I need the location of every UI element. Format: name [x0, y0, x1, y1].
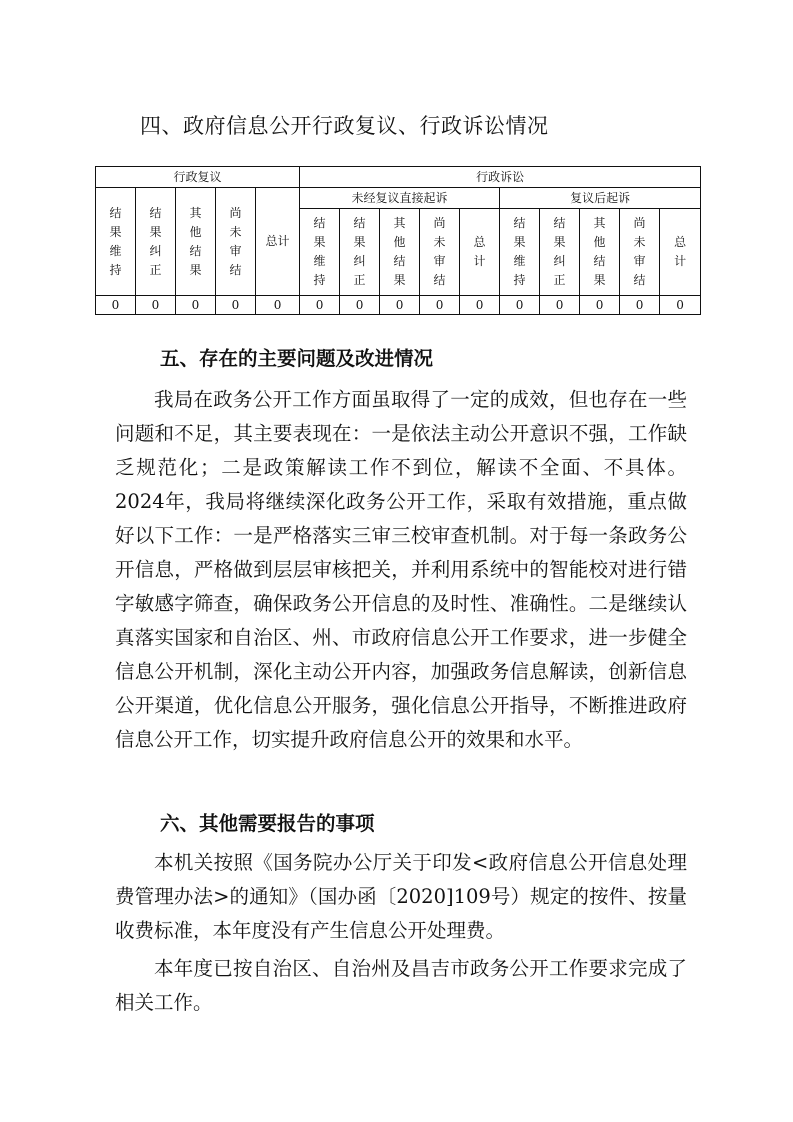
table-cell: 0	[500, 296, 540, 315]
table-cell: 0	[660, 296, 701, 315]
header-admin-litigation: 行政诉讼	[300, 167, 701, 188]
header-after-review-litigation: 复议后起诉	[500, 188, 701, 209]
col-review-pending: 尚未审结	[216, 188, 256, 296]
col-after-total: 总计	[660, 209, 701, 296]
section-6-paragraph-1: 本机关按照《国务院办公厅关于印发<政府信息公开信息处理费管理办法>的通知》（国办函〔2020]109号）规定的按件、按量收费标准，本年度没有产生信息公开处理费。	[115, 851, 687, 942]
table-cell: 0	[96, 296, 136, 315]
table-cell: 0	[176, 296, 216, 315]
review-litigation-table	[95, 166, 701, 315]
col-review-other: 其他结果	[176, 188, 216, 296]
col-direct-total: 总计	[460, 209, 500, 296]
table-cell: 0	[420, 296, 460, 315]
header-admin-review: 行政复议	[96, 167, 300, 188]
col-direct-other: 其他结果	[380, 209, 420, 296]
col-review-corrected: 结果纠正	[136, 188, 176, 296]
col-review-total: 总计	[256, 188, 300, 296]
col-after-pending: 尚未审结	[620, 209, 660, 296]
col-review-upheld: 结果维持	[96, 188, 136, 296]
col-after-upheld: 结果维持	[500, 209, 540, 296]
section-6-title: 六、其他需要报告的事项	[160, 812, 375, 835]
table-cell: 0	[136, 296, 176, 315]
header-direct-litigation: 未经复议直接起诉	[300, 188, 500, 209]
section-5-title: 五、存在的主要问题及改进情况	[160, 347, 434, 370]
section-4-title: 四、政府信息公开行政复议、行政诉讼情况	[140, 114, 549, 138]
table-cell: 0	[340, 296, 380, 315]
table-cell: 0	[380, 296, 420, 315]
table-cell: 0	[620, 296, 660, 315]
section-6-paragraph-2: 本年度已按自治区、自治州及昌吉市政务公开工作要求完成了相关工作。	[115, 957, 687, 1014]
table-cell: 0	[540, 296, 580, 315]
table-cell: 0	[460, 296, 500, 315]
table-cell: 0	[256, 296, 300, 315]
col-direct-corrected: 结果纠正	[340, 209, 380, 296]
table-cell: 0	[580, 296, 620, 315]
col-direct-upheld: 结果维持	[300, 209, 340, 296]
section-5-paragraph: 我局在政务公开工作方面虽取得了一定的成效，但也存在一些问题和不足，其主要表现在：一是依法主动公开意识不强，工作缺乏规范化；二是政策解读工作不到位，解读不全面、不具体。2024年，我局将继续深化政务公开工作，采取有效措施，重点做好以下工作：一是严格落实三审三校审查机制。对于每一条政务公开信息，严格做到层层审核把关，并利用系统中的智能校对进行错字敏感字筛查，确保政务公开信息的及时性、准确性。二是继续认真落实国家和自治区、州、市政府信息公开工作要求，进一步健全信息公开机制，深化主动公开内容，加强政务信息解读，创新信息公开渠道，优化信息公开服务，强化信息公开指导，不断推进政府信息公开工作，切实提升政府信息公开的效果和水平。	[115, 388, 687, 751]
table-cell: 0	[300, 296, 340, 315]
col-after-other: 其他结果	[580, 209, 620, 296]
col-after-corrected: 结果纠正	[540, 209, 580, 296]
table-cell: 0	[216, 296, 256, 315]
col-direct-pending: 尚未审结	[420, 209, 460, 296]
